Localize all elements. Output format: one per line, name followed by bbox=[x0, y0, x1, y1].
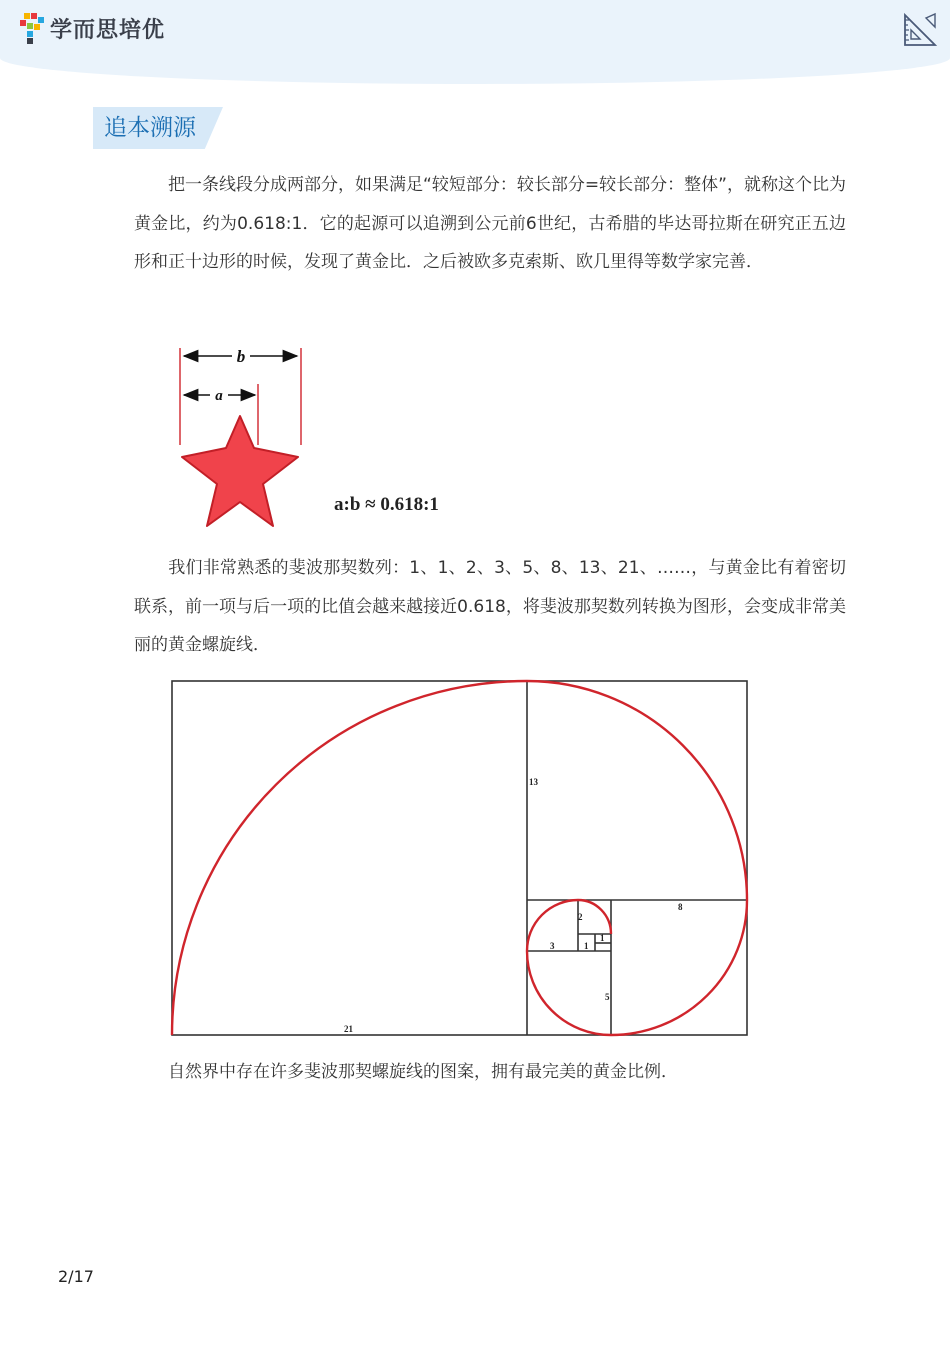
ruler-triangle-icon bbox=[902, 12, 938, 48]
outer-rectangle bbox=[172, 681, 747, 1035]
label-b: b bbox=[236, 347, 246, 366]
nature-paragraph-text: 自然界中存在许多斐波那契螺旋线的图案，拥有最完美的黄金比例． bbox=[168, 1062, 678, 1082]
fibonacci-spiral-figure bbox=[170, 679, 750, 1037]
page-number: 2/17 bbox=[58, 1267, 94, 1286]
square-label-3: 3 bbox=[550, 941, 555, 951]
square-label-1a: 1 bbox=[600, 933, 605, 943]
fibonacci-paragraph bbox=[134, 549, 846, 665]
golden-spiral-curve bbox=[172, 681, 747, 1035]
golden-ratio-star-figure bbox=[170, 340, 470, 535]
red-star-shape bbox=[182, 416, 298, 526]
section-title: 追本溯源 bbox=[104, 115, 196, 141]
ratio-text: a:b ≈ 0.618:1 bbox=[334, 494, 439, 515]
square-label-1b: 1 bbox=[584, 941, 589, 951]
square-label-21: 21 bbox=[344, 1024, 353, 1034]
label-a: a bbox=[215, 388, 223, 404]
square-label-5: 5 bbox=[605, 992, 610, 1002]
intro-paragraph-text: 把一条线段分成两部分，如果满足“较短部分：较长部分=较长部分：整体”，就称这个比为黄金比，约为0.618:1．它的起源可以追溯到公元前6世纪，古希腊的毕达哥拉斯在研究正五边形和正十边形的时候，发现了黄金比．之后被欧多克索斯、欧几里得等数学家完善． bbox=[134, 175, 846, 272]
intro-paragraph bbox=[134, 166, 846, 282]
nature-paragraph bbox=[168, 1053, 848, 1092]
fibonacci-paragraph-text: 我们非常熟悉的斐波那契数列：1、1、2、3、5、8、13、21、……，与黄金比有着密切联系，前一项与后一项的比值会越来越接近0.618，将斐波那契数列转换为图形，会变成非常美丽的黄金螺旋线． bbox=[134, 558, 846, 655]
square-label-8: 8 bbox=[678, 902, 683, 912]
xueersi-logo-icon bbox=[18, 11, 46, 45]
brand-logo[interactable] bbox=[18, 10, 165, 46]
square-label-13: 13 bbox=[529, 777, 538, 787]
square-label-2: 2 bbox=[578, 912, 583, 922]
brand-name: 学而思培优 bbox=[50, 17, 166, 43]
